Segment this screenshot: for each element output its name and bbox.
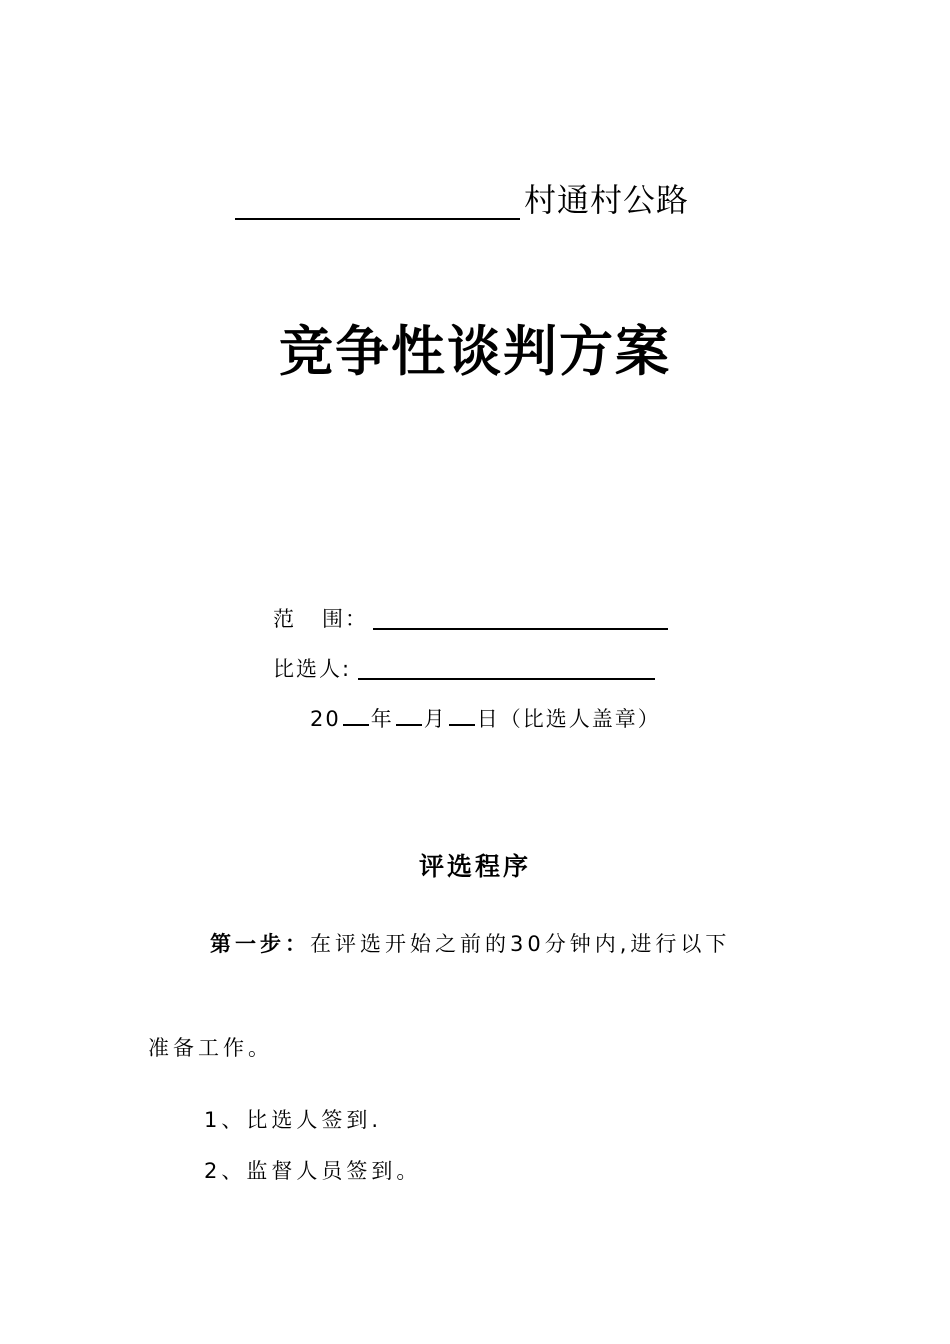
scope-blank-line	[373, 628, 668, 630]
date-year-label: 年	[370, 707, 394, 731]
month-blank	[396, 704, 422, 726]
project-name-blank-line	[235, 180, 520, 220]
date-day-label: 日（比选人盖章）	[476, 707, 661, 731]
step-1-text: 在评选开始之前的30分钟内,进行以下	[310, 932, 731, 956]
date-month-label: 月	[423, 707, 447, 731]
scope-label	[273, 604, 368, 634]
selector-blank-line	[358, 678, 655, 680]
step-1-paragraph	[210, 928, 730, 960]
step-1-label: 第一步：	[210, 932, 310, 956]
selector-label: 比选人:	[273, 657, 352, 681]
step-1-continuation: 准备工作。	[148, 1036, 273, 1060]
section-title: 评选程序	[418, 852, 531, 881]
road-title: 村通村公路	[524, 181, 690, 219]
scope-label-part-1: 范	[273, 607, 296, 631]
list-item: 2、监督人员签到。	[204, 1159, 422, 1183]
date-stamp-line	[310, 704, 661, 734]
scope-label-part-2: 围：	[322, 607, 368, 631]
date-prefix: 20	[310, 707, 341, 731]
list-item: 1、比选人签到.	[204, 1108, 383, 1132]
document-title: 竞争性谈判方案	[279, 319, 671, 383]
year-blank	[343, 704, 369, 726]
day-blank	[449, 704, 475, 726]
